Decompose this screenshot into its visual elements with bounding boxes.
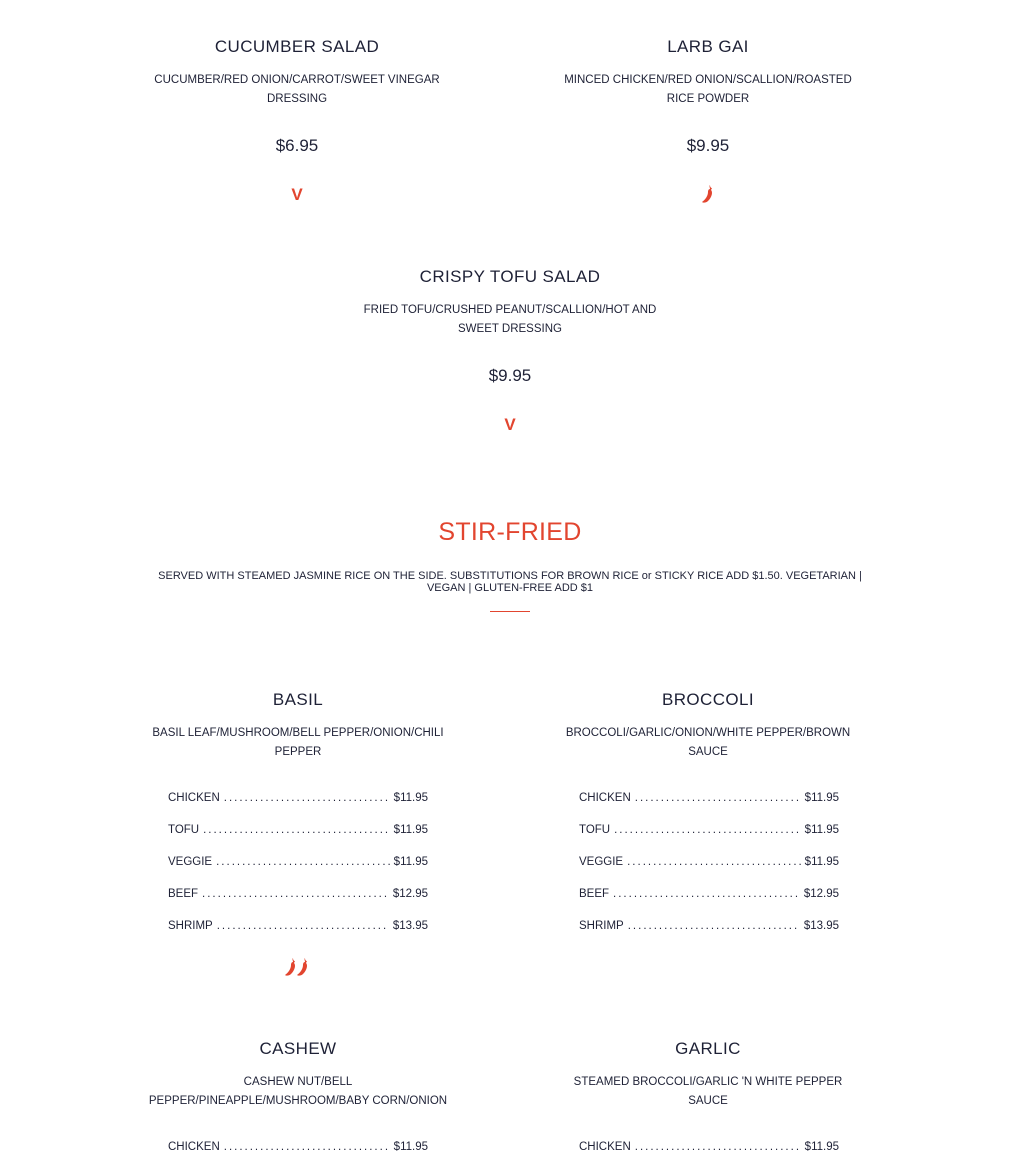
- section-title: STIR-FRIED: [438, 518, 582, 546]
- dish-price: $9.95: [686, 136, 730, 155]
- menu-item-cucumber-salad: [147, 36, 447, 205]
- option-row: VEGGIE ..... $11.95: [579, 854, 839, 886]
- section-divider: [490, 611, 530, 612]
- dish-price: $6.95: [275, 136, 319, 155]
- dish-description: BROCCOLI/GARLIC/ONION/WHITE PEPPER/BROWN SAUCE: [565, 727, 851, 758]
- option-row: CHICKEN ..... $11.95: [168, 1139, 428, 1171]
- dish-description: CUCUMBER/RED ONION/CARROT/SWEET VINEGAR DRESSING: [154, 74, 440, 105]
- dish-title: GARLIC: [675, 1039, 741, 1058]
- double-chili-pepper-icon: [284, 957, 310, 979]
- dish-title: LARB GAI: [667, 37, 749, 56]
- option-row: BEEF ..... $12.95: [168, 886, 428, 918]
- option-row: CHICKEN ..... $11.95: [168, 790, 428, 822]
- vegetarian-icon: V: [291, 184, 303, 204]
- dish-price: $9.95: [488, 366, 532, 385]
- menu-item-broccoli: [558, 689, 858, 762]
- dish-title: CRISPY TOFU SALAD: [419, 267, 601, 286]
- dish-description: STEAMED BROCCOLI/GARLIC 'N WHITE PEPPER SAUCE: [573, 1076, 843, 1107]
- option-row: TOFU ..... $11.95: [168, 822, 428, 854]
- menu-item-larb-gai: [558, 36, 858, 205]
- option-row: CHICKEN ..... $11.95: [579, 790, 839, 822]
- dish-description: FRIED TOFU/CRUSHED PEANUT/SCALLION/HOT AND SWEET DRESSING: [363, 304, 657, 335]
- option-row: CHICKEN ..... $11.95: [579, 1139, 839, 1171]
- option-row: SHRIMP ..... $13.95: [579, 918, 839, 950]
- chili-pepper-icon: [701, 184, 715, 204]
- section-note: SERVED WITH STEAMED JASMINE RICE ON THE SIDE. SUBSTITUTIONS FOR BROWN RICE or STICKY RICE ADD $1.50. VEGETARIAN | VEGAN | GLUTEN-FREE ADD $1: [158, 570, 862, 594]
- option-list: [579, 1139, 839, 1171]
- dish-title: CASHEW: [259, 1039, 337, 1058]
- option-list: [168, 1139, 428, 1171]
- dish-title: CUCUMBER SALAD: [214, 37, 380, 56]
- dish-description: CASHEW NUT/BELL PEPPER/PINEAPPLE/MUSHROOM/BABY CORN/ONION: [148, 1076, 448, 1107]
- option-row: SHRIMP ..... $13.95: [168, 918, 428, 950]
- option-row: VEGGIE ..... $11.95: [168, 854, 428, 886]
- dish-title: BASIL: [272, 690, 324, 709]
- dish-title: BROCCOLI: [662, 690, 754, 709]
- option-row: TOFU ..... $11.95: [579, 822, 839, 854]
- vegetarian-icon: V: [504, 414, 516, 434]
- menu-item-cashew: [143, 1038, 453, 1111]
- dish-description: BASIL LEAF/MUSHROOM/BELL PEPPER/ONION/CHILI PEPPER: [152, 727, 444, 758]
- option-row: BEEF ..... $12.95: [579, 886, 839, 918]
- option-list: [579, 790, 839, 950]
- menu-item-crispy-tofu-salad: [360, 266, 660, 435]
- menu-item-basil: [147, 689, 449, 762]
- menu-item-garlic: [558, 1038, 858, 1111]
- option-list: [168, 790, 428, 950]
- dish-description: MINCED CHICKEN/RED ONION/SCALLION/ROASTED RICE POWDER: [564, 74, 852, 105]
